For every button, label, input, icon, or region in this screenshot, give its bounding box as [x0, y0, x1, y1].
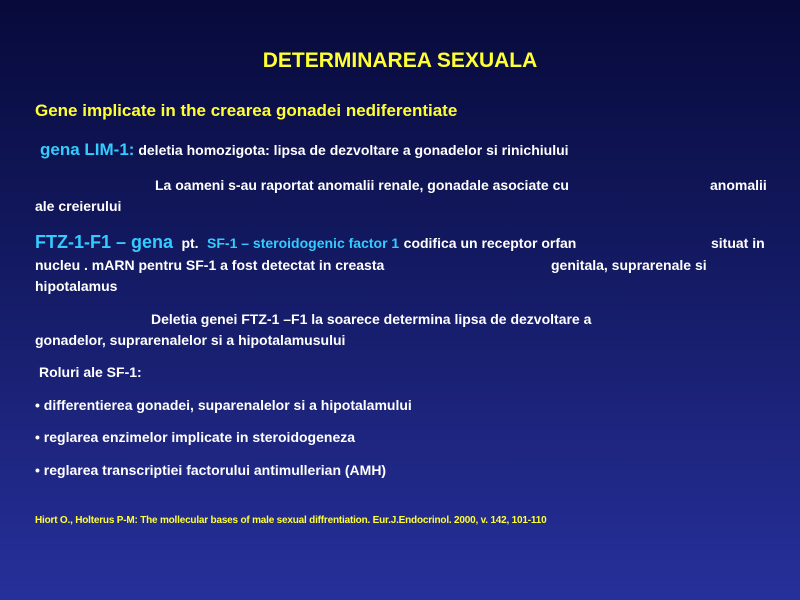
- deletion-text: Deletia genei FTZ-1 –F1 la soarece determina lipsa de dezvoltare a: [151, 311, 592, 327]
- lim1-humans-text: La oameni s-au raportat anomalii renale, gonadale asociate cu: [155, 177, 569, 193]
- slide-title: DETERMINAREA SEXUALA: [262, 49, 538, 72]
- deletion-text-cont: gonadelor, suprarenalelor si a hipotalamusului: [35, 332, 346, 348]
- ftz-pt: pt.: [181, 235, 199, 251]
- ftz-heading: [35, 232, 576, 253]
- ftz-text-end: situat in: [711, 235, 765, 251]
- ftz-sf1-name: SF-1 – steroidogenic factor 1: [207, 235, 400, 251]
- lim1-heading: [40, 140, 569, 160]
- ftz-gene-name: FTZ-1-F1 – gena: [35, 232, 174, 252]
- role-item: • reglarea enzimelor implicate in steroidogeneza: [35, 429, 355, 445]
- citation: Hiort O., Holterus P-M: The mollecular bases of male sexual diffrentiation. Eur.J.Endocrinol. 2000, v. 142, 101-110: [35, 515, 547, 526]
- roles-heading: Roluri ale SF-1:: [39, 364, 142, 380]
- lim1-gene-name: gena LIM-1:: [40, 140, 135, 159]
- role-item: • differentierea gonadei, suparenalelor si a hipotalamului: [35, 397, 412, 413]
- slide-subtitle: Gene implicate in the crearea gonadei nediferentiate: [35, 101, 458, 120]
- ftz-mrna-text-end: genitala, suprarenale si: [551, 257, 707, 273]
- lim1-humans-text-end: anomalii: [710, 177, 767, 193]
- role-item: • reglarea transcriptiei factorului antimullerian (AMH): [35, 462, 386, 478]
- ftz-receptor-text: codifica un receptor orfan: [403, 235, 577, 251]
- lim1-description: deletia homozigota: lipsa de dezvoltare a gonadelor si rinichiului: [138, 142, 569, 158]
- ftz-mrna-text: nucleu . mARN pentru SF-1 a fost detectat in creasta: [35, 257, 385, 273]
- ftz-mrna-text-cont: hipotalamus: [35, 278, 118, 294]
- lim1-humans-text-cont: ale creierului: [35, 198, 122, 214]
